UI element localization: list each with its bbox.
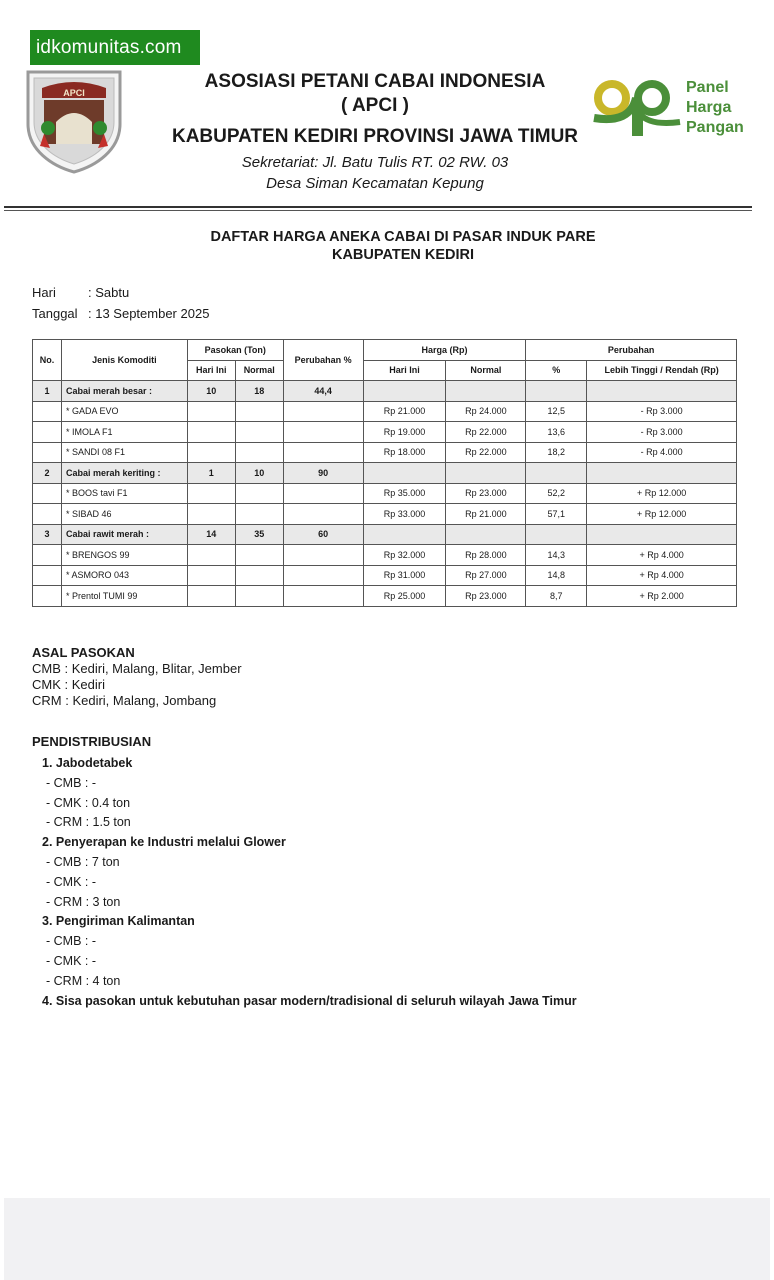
- cell-harga-normal: [446, 381, 526, 402]
- cell-jenis: * BRENGOS 99: [61, 545, 187, 566]
- cell-pct: 52,2: [526, 483, 587, 504]
- distribution-title: PENDISTRIBUSIAN: [32, 734, 152, 749]
- cell-pasokan-hari-ini: [187, 586, 235, 607]
- distribution-line: - CMK : 0.4 ton: [46, 795, 131, 810]
- cell-harga-normal: Rp 27.000: [446, 565, 526, 586]
- table-row: [33, 586, 737, 607]
- cell-pct: [526, 463, 587, 484]
- col-header-selisih: Lebih Tinggi / Rendah (Rp): [587, 360, 737, 381]
- cell-jenis: * BOOS tavi F1: [61, 483, 187, 504]
- cell-pct: 14,8: [526, 565, 587, 586]
- org-region: KABUPATEN KEDIRI PROVINSI JAWA TIMUR: [171, 126, 579, 147]
- cell-pasokan-normal: [235, 401, 283, 422]
- header-divider-thin: [4, 210, 752, 211]
- cell-pasokan-normal: [235, 442, 283, 463]
- cell-harga-normal: Rp 24.000: [446, 401, 526, 422]
- watermark-label: idkomunitas.com: [30, 30, 200, 65]
- letterhead: [140, 70, 610, 194]
- cell-no: [33, 442, 62, 463]
- apci-logo: [22, 66, 126, 174]
- cell-selisih: - Rp 3.000: [587, 422, 737, 443]
- cell-harga-normal: Rp 22.000: [446, 422, 526, 443]
- cell-no: 1: [33, 381, 62, 402]
- cell-perubahan-pct: 90: [283, 463, 363, 484]
- bottom-bar: [4, 1198, 770, 1280]
- distribution-line: - CRM : 1.5 ton: [46, 815, 131, 830]
- cell-selisih: - Rp 3.000: [587, 401, 737, 422]
- cell-pct: 12,5: [526, 401, 587, 422]
- cell-selisih: + Rp 12.000: [587, 504, 737, 525]
- col-header-harga: Harga (Rp): [363, 340, 526, 361]
- distribution-line: - CRM : 4 ton: [46, 973, 121, 988]
- cell-perubahan-pct: [283, 545, 363, 566]
- panel-logo-word-1: Panel: [686, 79, 729, 96]
- cell-harga-hari-ini: Rp 35.000: [363, 483, 446, 504]
- cell-no: 3: [33, 524, 62, 545]
- document-title-line-1: DAFTAR HARGA ANEKA CABAI DI PASAR INDUK PARE: [210, 229, 596, 245]
- cell-harga-hari-ini: Rp 32.000: [363, 545, 446, 566]
- cell-harga-normal: Rp 21.000: [446, 504, 526, 525]
- cell-pasokan-normal: [235, 422, 283, 443]
- distribution-item-head: 1. Jabodetabek: [42, 756, 133, 770]
- cell-perubahan-pct: [283, 504, 363, 525]
- cell-jenis: Cabai rawit merah :: [61, 524, 187, 545]
- cell-pasokan-normal: [235, 504, 283, 525]
- table-row: [33, 442, 737, 463]
- cell-pasokan-hari-ini: 14: [187, 524, 235, 545]
- col-header-jenis: Jenis Komoditi: [61, 340, 187, 381]
- price-table: [32, 339, 737, 607]
- cell-perubahan-pct: 60: [283, 524, 363, 545]
- apci-logo-text: APCI: [63, 88, 85, 98]
- supply-origin-section: [32, 645, 242, 709]
- col-header-pasokan: Pasokan (Ton): [187, 340, 283, 361]
- cell-harga-hari-ini: [363, 463, 446, 484]
- cell-pasokan-normal: 18: [235, 381, 283, 402]
- date-value: : 13 September 2025: [88, 306, 210, 321]
- date-info: [32, 282, 209, 324]
- supply-origin-line: CMK : Kediri: [32, 677, 105, 692]
- cell-pct: 13,6: [526, 422, 587, 443]
- cell-harga-hari-ini: Rp 31.000: [363, 565, 446, 586]
- cell-no: [33, 422, 62, 443]
- supply-origin-line: CRM : Kediri, Malang, Jombang: [32, 693, 217, 708]
- cell-harga-normal: [446, 524, 526, 545]
- cell-selisih: [587, 381, 737, 402]
- cell-pct: [526, 381, 587, 402]
- address-line-2: Desa Siman Kecamatan Kepung: [266, 175, 484, 192]
- cell-perubahan-pct: [283, 483, 363, 504]
- cell-harga-hari-ini: Rp 19.000: [363, 422, 446, 443]
- cell-pasokan-hari-ini: [187, 442, 235, 463]
- col-header-perubahan: Perubahan: [526, 340, 737, 361]
- cell-harga-hari-ini: [363, 381, 446, 402]
- distribution-item-head: 2. Penyerapan ke Industri melalui Glower: [42, 835, 286, 850]
- document-title-line-2: KABUPATEN KEDIRI: [331, 247, 475, 263]
- cell-pasokan-hari-ini: [187, 483, 235, 504]
- cell-perubahan-pct: [283, 442, 363, 463]
- cell-pasokan-hari-ini: 10: [187, 381, 235, 402]
- cell-selisih: - Rp 4.000: [587, 442, 737, 463]
- distribution-line: - CMB : -: [46, 934, 96, 949]
- col-header-perubahan-pct: Perubahan %: [283, 340, 363, 381]
- date-label: Tanggal: [32, 306, 78, 321]
- table-row: [33, 504, 737, 525]
- cell-pasokan-hari-ini: 1: [187, 463, 235, 484]
- cell-pasokan-normal: [235, 483, 283, 504]
- cell-pct: 14,3: [526, 545, 587, 566]
- cell-perubahan-pct: [283, 401, 363, 422]
- cell-harga-normal: Rp 23.000: [446, 586, 526, 607]
- col-header-pct: %: [526, 360, 587, 381]
- cell-perubahan-pct: [283, 422, 363, 443]
- cell-harga-hari-ini: Rp 25.000: [363, 586, 446, 607]
- cell-pasokan-hari-ini: [187, 422, 235, 443]
- day-value: : Sabtu: [88, 285, 130, 300]
- cell-pct: 57,1: [526, 504, 587, 525]
- cell-harga-normal: Rp 22.000: [446, 442, 526, 463]
- table-group-row: [33, 524, 737, 545]
- cell-selisih: [587, 463, 737, 484]
- cell-pct: 18,2: [526, 442, 587, 463]
- cell-pasokan-hari-ini: [187, 545, 235, 566]
- cell-jenis: * SANDI 08 F1: [61, 442, 187, 463]
- cell-harga-normal: Rp 23.000: [446, 483, 526, 504]
- cell-perubahan-pct: 44,4: [283, 381, 363, 402]
- cell-no: [33, 401, 62, 422]
- table-row: [33, 401, 737, 422]
- supply-origin-line: CMB : Kediri, Malang, Blitar, Jember: [32, 661, 242, 676]
- col-header-no: No.: [33, 340, 62, 381]
- cell-perubahan-pct: [283, 586, 363, 607]
- table-group-row: [33, 463, 737, 484]
- cell-pct: [526, 524, 587, 545]
- cell-pasokan-normal: 10: [235, 463, 283, 484]
- col-header-harga-hari-ini: Hari Ini: [363, 360, 446, 381]
- distribution-line: - CMB : 7 ton: [46, 854, 120, 869]
- cell-harga-hari-ini: Rp 18.000: [363, 442, 446, 463]
- cell-pasokan-normal: 35: [235, 524, 283, 545]
- cell-harga-hari-ini: [363, 524, 446, 545]
- distribution-line: - CMK : -: [46, 874, 96, 889]
- cell-pasokan-hari-ini: [187, 401, 235, 422]
- cell-pasokan-hari-ini: [187, 565, 235, 586]
- distribution-line: - CRM : 3 ton: [46, 894, 121, 909]
- header-divider: [4, 206, 752, 208]
- table-row: [33, 545, 737, 566]
- cell-selisih: + Rp 12.000: [587, 483, 737, 504]
- cell-pasokan-normal: [235, 565, 283, 586]
- distribution-line: - CMB : -: [46, 775, 96, 790]
- col-header-pasokan-normal: Normal: [235, 360, 283, 381]
- cell-pasokan-normal: [235, 586, 283, 607]
- cell-no: [33, 586, 62, 607]
- cell-no: [33, 504, 62, 525]
- distribution-item-head: 3. Pengiriman Kalimantan: [42, 914, 195, 929]
- cell-selisih: + Rp 4.000: [587, 565, 737, 586]
- distribution-line: - CMK : -: [46, 953, 96, 968]
- col-header-pasokan-hari-ini: Hari Ini: [187, 360, 235, 381]
- cell-pasokan-hari-ini: [187, 504, 235, 525]
- cell-no: [33, 545, 62, 566]
- cell-jenis: * IMOLA F1: [61, 422, 187, 443]
- panel-logo-word-3: Pangan: [686, 119, 744, 136]
- address-line-1: Sekretariat: Jl. Batu Tulis RT. 02 RW. 03: [241, 154, 509, 171]
- cell-selisih: + Rp 2.000: [587, 586, 737, 607]
- table-row: [33, 565, 737, 586]
- distribution-item-head: 4. Sisa pasokan untuk kebutuhan pasar modern/tradisional di seluruh wilayah Jawa Timur: [42, 993, 577, 1008]
- cell-jenis: * ASMORO 043: [61, 565, 187, 586]
- org-acronym: ( APCI ): [341, 95, 409, 116]
- cell-perubahan-pct: [283, 565, 363, 586]
- cell-harga-normal: Rp 28.000: [446, 545, 526, 566]
- table-group-row: [33, 381, 737, 402]
- day-label: Hari: [32, 285, 56, 300]
- panel-harga-pangan-logo: [590, 78, 760, 140]
- cell-harga-normal: [446, 463, 526, 484]
- cell-jenis: * Prentol TUMI 99: [61, 586, 187, 607]
- panel-logo-word-2: Harga: [686, 99, 732, 116]
- document-title: [160, 228, 646, 264]
- distribution-section: [32, 734, 577, 1011]
- table-row: [33, 483, 737, 504]
- supply-origin-title: ASAL PASOKAN: [32, 645, 135, 660]
- cell-no: [33, 483, 62, 504]
- table-row: [33, 422, 737, 443]
- cell-selisih: [587, 524, 737, 545]
- cell-harga-hari-ini: Rp 21.000: [363, 401, 446, 422]
- cell-jenis: Cabai merah keriting :: [61, 463, 187, 484]
- cell-selisih: + Rp 4.000: [587, 545, 737, 566]
- cell-harga-hari-ini: Rp 33.000: [363, 504, 446, 525]
- cell-pct: 8,7: [526, 586, 587, 607]
- cell-pasokan-normal: [235, 545, 283, 566]
- cell-jenis: * GADA EVO: [61, 401, 187, 422]
- price-table-body: [33, 381, 737, 607]
- cell-no: [33, 565, 62, 586]
- cell-jenis: Cabai merah besar :: [61, 381, 187, 402]
- org-name: ASOSIASI PETANI CABAI INDONESIA: [204, 71, 546, 92]
- col-header-harga-normal: Normal: [446, 360, 526, 381]
- cell-jenis: * SIBAD 46: [61, 504, 187, 525]
- cell-no: 2: [33, 463, 62, 484]
